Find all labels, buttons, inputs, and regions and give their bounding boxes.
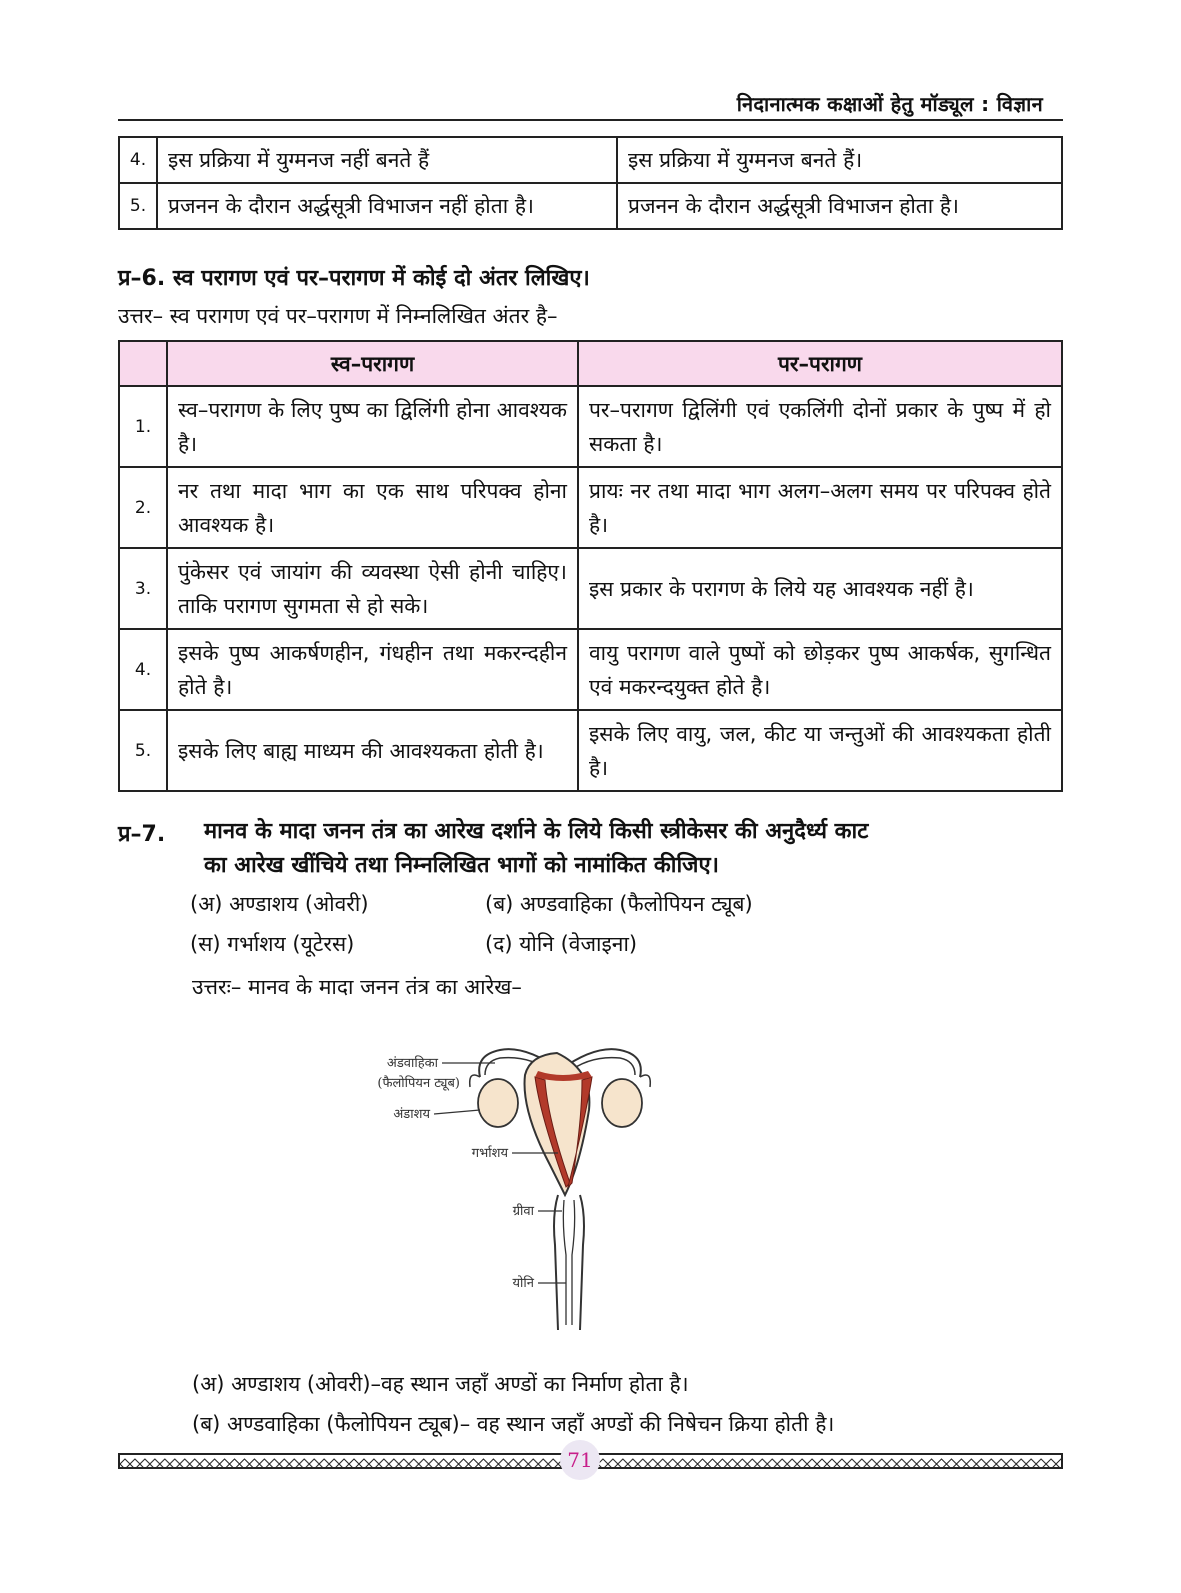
table-row (119, 137, 1062, 183)
table-header-row (119, 341, 1062, 386)
definition-ovary: (अ) अण्डाशय (ओवरी)–वह स्थान जहाँ अण्डों का निर्माण होता है। (192, 1372, 689, 1396)
question-7-line1: मानव के मादा जनन तंत्र का आरेख दर्शाने के लिये किसी स्त्रीकेसर की अनुदैर्ध्य काट (204, 819, 869, 844)
header-rule (118, 119, 1063, 121)
question-7-label: प्र–7. (118, 822, 166, 847)
row-number: 4. (119, 137, 157, 183)
row-number: 2. (119, 467, 167, 548)
table-row (119, 548, 1062, 629)
table-row (119, 467, 1062, 548)
label-uterus: गर्भाशय (471, 1146, 508, 1161)
page-header-title: निदानात्मक कक्षाओं हेतु मॉड्यूल : विज्ञान (736, 92, 1043, 116)
table-cell: पुंकेसर एवं जायांग की व्यवस्था ऐसी होनी चाहिए। ताकि परागण सुगमता से हो सके। (167, 548, 578, 629)
table-cell: इस प्रकार के परागण के लिये यह आवश्यक नहीं है। (578, 548, 1062, 629)
row-number: 1. (119, 386, 167, 467)
option-a: (अ) अण्डाशय (ओवरी) (190, 892, 369, 916)
label-cervix: ग्रीवा (512, 1204, 534, 1219)
row-number: 5. (119, 183, 157, 229)
label-ovary: अंडाशय (393, 1107, 430, 1122)
comparison-table-continued (118, 136, 1063, 230)
table-cell: इस प्रक्रिया में युग्मनज बनते हैं। (617, 137, 1062, 183)
table-cell: वायु परागण वाले पुष्पों को छोड़कर पुष्प आकर्षक, सुगन्धित एवं मकरन्दयुक्त होते है। (578, 629, 1062, 710)
question-7-text (204, 815, 1049, 883)
row-number: 5. (119, 710, 167, 791)
question-7-line2: का आरेख खींचिये तथा निम्नलिखित भागों को नामांकित कीजिए। (204, 853, 720, 878)
option-c: (स) गर्भाशय (यूटेरस) (190, 932, 355, 956)
table-cell: प्रायः नर तथा मादा भाग अलग–अलग समय पर परिपक्व होते है। (578, 467, 1062, 548)
column-header-number (119, 341, 167, 386)
label-vagina: योनि (512, 1276, 534, 1291)
answer-7-intro: उत्तरः– मानव के मादा जनन तंत्र का आरेख– (192, 975, 522, 999)
table-cell: इस प्रक्रिया में युग्मनज नहीं बनते हैं (157, 137, 617, 183)
page-number-badge (560, 1440, 600, 1480)
column-header-self-pollination: स्व–परागण (167, 341, 578, 386)
row-number: 4. (119, 629, 167, 710)
table-row (119, 183, 1062, 229)
table-cell: प्रजनन के दौरान अर्द्धसूत्री विभाजन होता है। (617, 183, 1062, 229)
page-number: 71 (567, 1448, 593, 1472)
table-cell: नर तथा मादा भाग का एक साथ परिपक्व होना आवश्यक है। (167, 467, 578, 548)
table-cell: स्व–परागण के लिए पुष्प का द्विलिंगी होना आवश्यक है। (167, 386, 578, 467)
ovary-left-shape (478, 1079, 518, 1127)
table-row (119, 710, 1062, 791)
option-d: (द) योनि (वेजाइना) (485, 932, 638, 956)
question-6: प्र–6. स्व परागण एवं पर–परागण में कोई दो अंतर लिखिए। (118, 266, 590, 291)
table-cell: इसके लिए बाह्य माध्यम की आवश्यकता होती है। (167, 710, 578, 791)
label-fallopian-tube: अंडवाहिका (386, 1056, 438, 1071)
column-header-cross-pollination: पर–परागण (578, 341, 1062, 386)
ovary-right-shape (602, 1079, 642, 1127)
table-cell: पर–परागण द्विलिंगी एवं एकलिंगी दोनों प्रकार के पुष्प में हो सकता है। (578, 386, 1062, 467)
cervix-shape (554, 1195, 558, 1330)
option-b: (ब) अण्डवाहिका (फैलोपियन ट्यूब) (485, 892, 753, 916)
row-number: 3. (119, 548, 167, 629)
label-fallopian-tube-line2: (फैलोपियन ट्यूब) (377, 1076, 460, 1091)
definition-fallopian-tube: (ब) अण्डवाहिका (फैलोपियन ट्यूब)– वह स्थान जहाँ अण्डों की निषेचन क्रिया होती है। (192, 1412, 835, 1436)
table-cell: प्रजनन के दौरान अर्द्धसूत्री विभाजन नहीं होता है। (157, 183, 617, 229)
female-reproductive-system-diagram (330, 1015, 790, 1335)
pollination-comparison-table (118, 340, 1063, 792)
table-row (119, 629, 1062, 710)
table-cell: इसके लिए वायु, जल, कीट या जन्तुओं की आवश्यकता होती है। (578, 710, 1062, 791)
answer-6-intro: उत्तर– स्व परागण एवं पर–परागण में निम्नलिखित अंतर है– (118, 304, 558, 328)
table-row (119, 386, 1062, 467)
table-cell: इसके पुष्प आकर्षणहीन, गंधहीन तथा मकरन्दहीन होते है। (167, 629, 578, 710)
